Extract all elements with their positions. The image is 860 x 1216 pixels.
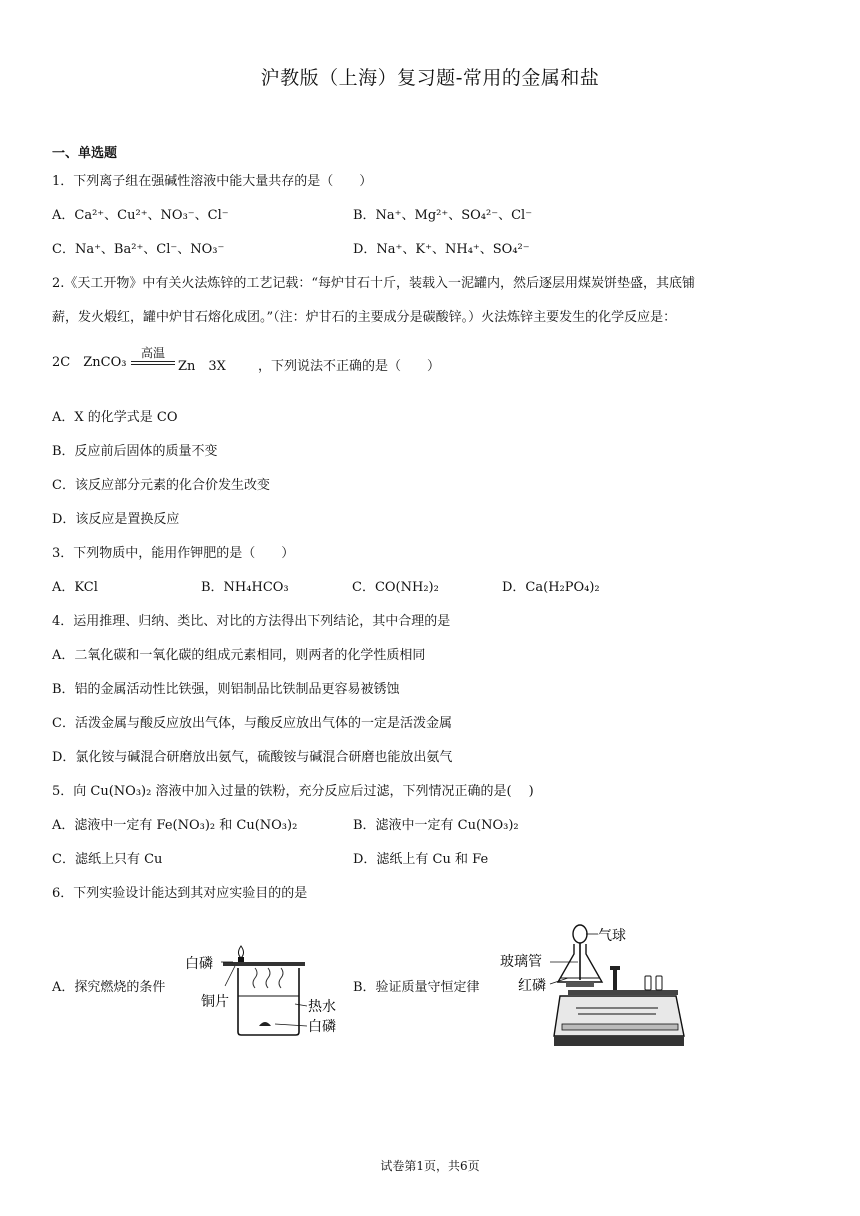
q2-option-a: A．X 的化学式是 CO: [52, 410, 178, 425]
q1-option-b: B．Na⁺、Mg²⁺、SO₄²⁻、Cl⁻: [353, 208, 533, 223]
label-hot-water: 热水: [308, 999, 336, 1015]
q5-option-a: A．滤液中一定有 Fe(NO₃)₂ 和 Cu(NO₃)₂: [52, 818, 298, 833]
q1-option-c: C．Na⁺、Ba²⁺、Cl⁻、NO₃⁻: [52, 242, 225, 257]
q2-option-b: B．反应前后固体的质量不变: [52, 444, 218, 459]
label-white-phosphorus: 白磷: [185, 956, 213, 972]
reaction-equation: [52, 351, 126, 370]
q5-option-c: C．滤纸上只有 Cu: [52, 852, 163, 867]
q5-stem: 5．向 Cu(NO₃)₂ 溶液中加入过量的铁粉，充分反应后过滤，下列情况正确的是( ): [52, 784, 534, 799]
q4-option-c: C．活泼金属与酸反应放出气体，与酸反应放出气体的一定是活泼金属: [52, 716, 452, 731]
combustion-apparatus-figure: [183, 938, 343, 1046]
equals-sign: [131, 361, 175, 365]
balance-beam: [568, 990, 678, 995]
balance-pillar: [613, 970, 617, 992]
q1-option-d: D．Na⁺、K⁺、NH₄⁺、SO₄²⁻: [353, 242, 530, 257]
q3-option-d: D．Ca(H₂PO₄)₂: [502, 580, 600, 595]
q6-option-b: B．验证质量守恒定律: [353, 980, 480, 995]
page-footer: 试卷第1页，共6页: [380, 1159, 480, 1173]
balance-apparatus-figure: [498, 918, 698, 1052]
section-heading: 一、单选题: [52, 146, 118, 161]
q3-option-a: A．KCl: [52, 580, 98, 595]
copper-plate: [223, 962, 305, 966]
q2-stem-line2: 薪，发火煅红，罐中炉甘石熔化成团。”（注：炉甘石的主要成分是碳酸锌。）火法炼锌主要发生的化学反应是：: [52, 310, 677, 325]
equation-condition: 高温: [140, 346, 165, 360]
pointer-top: [610, 966, 620, 970]
q1-option-a: A．Ca²⁺、Cu²⁺、NO₃⁻、Cl⁻: [52, 208, 229, 223]
weight-icon: [656, 976, 662, 990]
q4-option-b: B．铝的金属活动性比铁强，则铝制品比铁制品更容易被锈蚀: [52, 682, 400, 697]
q2-option-c: C．该反应部分元素的化合价发生改变: [52, 478, 270, 493]
q6-stem: 6．下列实验设计能达到其对应实验目的的是: [52, 886, 308, 901]
balance-foot: [554, 1036, 684, 1046]
balloon-icon: [573, 925, 587, 943]
steam-icon: [266, 968, 270, 988]
label-red-phosphorus: 红磷: [518, 978, 546, 994]
q3-option-c: C．CO(NH₂)₂: [352, 580, 439, 595]
label-balloon: 气球: [598, 928, 626, 944]
page-title: 沪教版（上海）复习题-常用的金属和盐: [260, 67, 600, 89]
q4-option-a: A．二氧化碳和一氧化碳的组成元素相同，则两者的化学性质相同: [52, 648, 426, 663]
label-white-phosphorus-2: 白磷: [308, 1019, 336, 1035]
q5-option-b: B．滤液中一定有 Cu(NO₃)₂: [353, 818, 519, 833]
equation-reactants: 2C ZnCO₃: [52, 355, 127, 370]
steam-icon: [279, 968, 283, 988]
q3-stem: 3．下列物质中，能用作钾肥的是（ ）: [52, 546, 295, 561]
equation-arrow: [131, 346, 175, 365]
label-copper: 铜片: [201, 994, 229, 1010]
label-glass-tube: 玻璃管: [500, 954, 542, 970]
q3-option-b: B．NH₄HCO₃: [201, 580, 289, 595]
q2-option-d: D．该反应是置换反应: [52, 512, 180, 527]
q2-stem-line1: 2.《天工开物》中有关火法炼锌的工艺记载：“每炉甘石十斤，装载入一泥罐内，然后逐层用煤炭饼垫盛，其底铺: [52, 276, 696, 291]
phosphorus-on-plate: [238, 957, 244, 962]
q2-question: ，下列说法不正确的是（ ）: [258, 359, 441, 374]
q1-stem: 1．下列离子组在强碱性溶液中能大量共存的是（ ）: [52, 174, 373, 189]
weight-icon: [645, 976, 651, 990]
q6-option-a: A．探究燃烧的条件: [52, 980, 166, 995]
q4-option-d: D．氯化铵与碱混合研磨放出氨气，硫酸铵与碱混合研磨也能放出氨气: [52, 750, 453, 765]
equation-products: Zn 3X: [178, 359, 226, 374]
steam-icon: [253, 968, 257, 988]
q4-stem: 4．运用推理、归纳、类比、对比的方法得出下列结论，其中合理的是: [52, 614, 451, 629]
q5-option-d: D．滤纸上有 Cu 和 Fe: [353, 852, 489, 867]
phosphorus-underwater: [259, 1022, 271, 1026]
flame-icon: [239, 946, 244, 958]
